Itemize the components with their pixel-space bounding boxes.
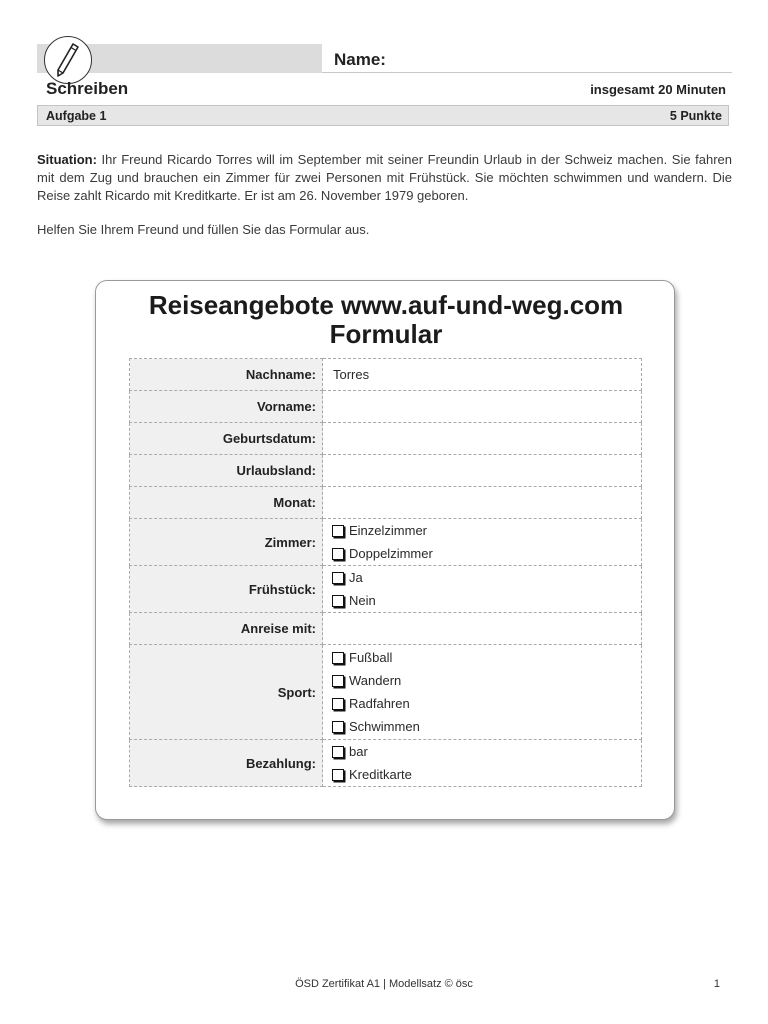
section-title: Schreiben [46, 79, 129, 98]
form-row-label: Bezahlung: [130, 740, 323, 787]
form-field[interactable]: Torres [323, 359, 642, 391]
checkbox-label: Radfahren [349, 696, 410, 711]
form-row [130, 613, 642, 645]
form-row [130, 359, 642, 391]
form-field[interactable] [323, 391, 642, 423]
page-number: 1 [713, 978, 720, 990]
checkbox-label: Ja [349, 570, 363, 585]
checkbox-option[interactable] [333, 542, 641, 565]
form-table [129, 358, 642, 787]
situation-lead: Situation: [37, 152, 97, 167]
form-row-options [323, 645, 642, 740]
checkbox-label: Schwimmen [349, 719, 420, 734]
form-row-label: Vorname: [130, 391, 323, 423]
checkbox-option[interactable] [333, 715, 641, 738]
task-points: 5 Punkte [669, 109, 722, 123]
form-row-options [323, 566, 642, 613]
footer-text: ÖSD Zertifikat A1 | Modellsatz © ösc [295, 978, 473, 990]
form-row-label: Urlaubsland: [130, 455, 323, 487]
form-row [130, 423, 642, 455]
checkbox-option[interactable] [333, 519, 641, 542]
checkbox-option[interactable] [333, 740, 641, 763]
form-row [130, 740, 642, 787]
form-row-label: Monat: [130, 487, 323, 519]
form-row [130, 645, 642, 740]
checkbox-option[interactable] [333, 763, 641, 786]
checkbox-icon[interactable] [332, 746, 344, 758]
form-row-label: Frühstück: [130, 566, 323, 613]
checkbox-icon[interactable] [332, 769, 344, 781]
form-title-line1: Reiseangebote www.auf-und-weg.com [148, 290, 624, 320]
form-row [130, 487, 642, 519]
checkbox-icon[interactable] [332, 548, 344, 560]
form-row [130, 566, 642, 613]
checkbox-label: Fußball [349, 650, 393, 665]
form-field[interactable] [323, 455, 642, 487]
form-row [130, 455, 642, 487]
form-row [130, 391, 642, 423]
checkbox-option[interactable] [333, 589, 641, 612]
checkbox-option[interactable] [333, 692, 641, 715]
checkbox-option[interactable] [333, 566, 641, 589]
form-card [95, 280, 675, 820]
checkbox-label: Wandern [349, 673, 402, 688]
checkbox-label: Doppelzimmer [349, 546, 433, 561]
form-row-label: Geburtsdatum: [130, 423, 323, 455]
checkbox-icon[interactable] [332, 595, 344, 607]
form-row-label: Nachname: [130, 359, 323, 391]
checkbox-icon[interactable] [332, 652, 344, 664]
form-title-line2: Formular [329, 319, 443, 349]
instruction-text: Helfen Sie Ihrem Freund und füllen Sie das Formular aus. [37, 222, 370, 237]
checkbox-icon[interactable] [332, 525, 344, 537]
form-row [130, 519, 642, 566]
checkbox-icon[interactable] [332, 698, 344, 710]
form-title [96, 291, 676, 349]
form-field[interactable] [323, 487, 642, 519]
checkbox-icon[interactable] [332, 721, 344, 733]
name-line [322, 72, 732, 73]
checkbox-label: Einzelzimmer [349, 523, 428, 538]
checkbox-icon[interactable] [332, 572, 344, 584]
form-row-options [323, 519, 642, 566]
total-time: insgesamt 20 Minuten [590, 82, 726, 97]
task-label: Aufgabe 1 [46, 109, 107, 123]
form-row-label: Sport: [130, 645, 323, 740]
checkbox-option[interactable] [333, 669, 641, 692]
form-row-label: Zimmer: [130, 519, 323, 566]
form-field[interactable] [323, 423, 642, 455]
checkbox-option[interactable] [333, 646, 641, 669]
pencil-icon [44, 36, 92, 84]
task-bar [37, 105, 729, 126]
form-row-options [323, 740, 642, 787]
form-row-label: Anreise mit: [130, 613, 323, 645]
name-label: Name: [334, 50, 386, 69]
situation-text [37, 151, 732, 205]
checkbox-label: bar [349, 744, 368, 759]
form-field[interactable] [323, 613, 642, 645]
checkbox-icon[interactable] [332, 675, 344, 687]
situation-body: Ihr Freund Ricardo Torres will im September mit seiner Freundin Urlaub in der Schweiz machen. Sie fahren mit dem Zug und brauchen ein Zimmer für zwei Personen mit Frühstück. Sie möchten schwimmen und wandern. Die Reise zahlt Ricardo mit Kreditkarte. Er ist am 26. November 1979 geboren. [37, 152, 732, 203]
checkbox-label: Kreditkarte [349, 767, 412, 782]
checkbox-label: Nein [349, 593, 376, 608]
